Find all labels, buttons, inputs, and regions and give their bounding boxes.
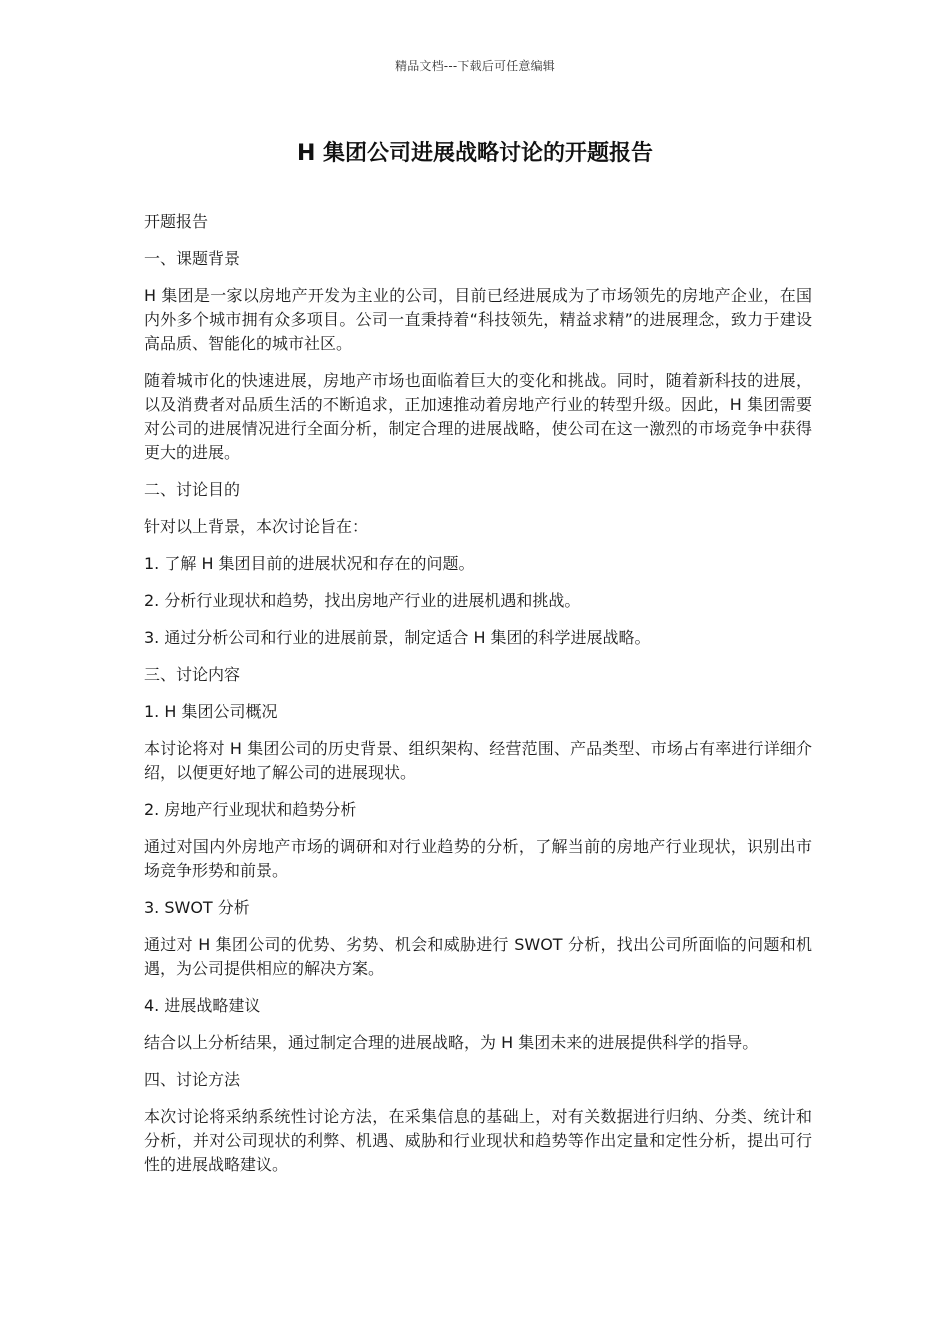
body-paragraph: 本讨论将对 H 集团公司的历史背景、组织架构、经营范围、产品类型、市场占有率进行详细介绍，以便更好地了解公司的进展现状。 — [144, 739, 812, 782]
body-paragraph: 通过对国内外房地产市场的调研和对行业趋势的分析，了解当前的房地产行业现状，识别出市场竞争形势和前景。 — [144, 837, 812, 880]
subsection-heading: 4. 进展战略建议 — [144, 996, 261, 1015]
list-item: 3. 通过分析公司和行业的进展前景，制定适合 H 集团的科学进展战略。 — [144, 628, 651, 647]
body-paragraph: 通过对 H 集团公司的优势、劣势、机会和威胁进行 SWOT 分析，找出公司所面临的问题和机遇，为公司提供相应的解决方案。 — [144, 935, 812, 978]
header-note: 精品文档---下载后可任意编辑 — [395, 59, 555, 73]
subsection-heading: 3. SWOT 分析 — [144, 898, 250, 917]
document-title: H 集团公司进展战略讨论的开题报告 — [296, 141, 654, 166]
list-item: 1. 了解 H 集团目前的进展状况和存在的问题。 — [144, 554, 475, 573]
body-paragraph: 针对以上背景，本次讨论旨在： — [144, 517, 369, 536]
subsection-heading: 2. 房地产行业现状和趋势分析 — [144, 800, 357, 819]
section-heading-purpose: 二、讨论目的 — [144, 480, 241, 499]
section-heading-background: 一、课题背景 — [144, 249, 241, 268]
subsection-heading: 1. H 集团公司概况 — [144, 702, 278, 721]
body-paragraph: 结合以上分析结果，通过制定合理的进展战略，为 H 集团未来的进展提供科学的指导。 — [144, 1033, 759, 1052]
section-heading-method: 四、讨论方法 — [144, 1070, 241, 1089]
body-paragraph: 本次讨论将采纳系统性讨论方法，在采集信息的基础上，对有关数据进行归纳、分类、统计和分析，并对公司现状的利弊、机遇、威胁和行业现状和趋势等作出定量和定性分析，提出可行性的进展战略建议。 — [144, 1107, 812, 1174]
body-paragraph: 随着城市化的快速进展，房地产市场也面临着巨大的变化和挑战。同时，随着新科技的进展，以及消费者对品质生活的不断追求，正加速推动着房地产行业的转型升级。因此，H 集团需要对公司的进展情况进行全面分析，制定合理的进展战略，使公司在这一激烈的市场竞争中获得更大的进展。 — [144, 371, 812, 462]
body-paragraph: H 集团是一家以房地产开发为主业的公司，目前已经进展成为了市场领先的房地产企业，在国内外多个城市拥有众多项目。公司一直秉持着“科技领先，精益求精”的进展理念，致力于建设高品质、智能化的城市社区。 — [144, 286, 812, 353]
document-body — [144, 210, 812, 1190]
list-item: 2. 分析行业现状和趋势，找出房地产行业的进展机遇和挑战。 — [144, 591, 581, 610]
section-label-report: 开题报告 — [144, 212, 209, 231]
section-heading-content: 三、讨论内容 — [144, 665, 241, 684]
